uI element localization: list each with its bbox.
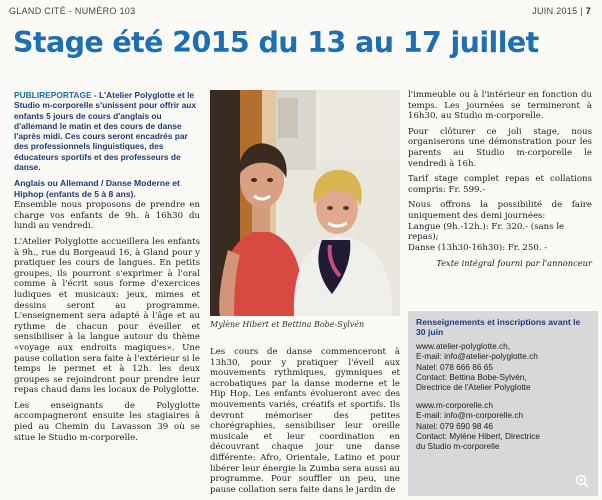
- contact-line: Directrice de l'Atelier Polyglotte: [416, 382, 531, 393]
- price-line: Langue (9h.-12h.): Fr. 320.- (sans le repas);: [408, 221, 565, 243]
- contact-line[interactable]: www.atelier-polyglotte.ch,: [416, 340, 511, 351]
- photo-two-women: [210, 90, 400, 316]
- paragraph: Tarif stage complet repas et collations compris: Fr. 599.-: [408, 174, 592, 195]
- paragraph: Ensemble nous proposons de prendre en charge vos enfants de 9h. à 16h30 du lundi au vendredi.: [14, 200, 200, 232]
- intro-text: - L'Atelier Polyglotte et le Studio m-corporelle s'unissent pour offrir aux enfants 5 jours de cours d'anglais ou d'allemand le matin et des cours de danse l'après midi. Ces cours seront encadrés par des professionnels linguistiques, des éducateurs sportifs et des professeurs de danse.: [14, 90, 197, 173]
- article-photo: [210, 90, 400, 316]
- section-subheading: Anglais ou Allemand / Danse Moderne et Hiphop (enfants de 5 à 8 ans).: [14, 178, 180, 199]
- paragraph: Pour clôturer ce joli stage, nous organiserons une démonstration pour les parents au Studio m-corporelle le vendredi à 16h.: [408, 126, 592, 169]
- column-2: [210, 347, 400, 500]
- column-3: [408, 90, 592, 274]
- paragraph: L'Atelier Polyglotte accueillera les enfants à 9h., rue du Borgeaud 16, à Gland pour y pratiquer les cours de langues. En petits groupes, ils pourront s'exprimer à l'oral comme à l'écrit sous forme d'exercices ludiques et musicaux: jeux, mimes et dessins seront au programme. L'enseignement sera adapté à l'âge et au rythme de chacun pour éveiller et sensibiliser à la langue autour du thème «voyage aux endroits magiques». Une pause collation sera faite à l'extérieur si le temps le permet et à 12h. les deux groupes se rejoindront pour prendre leur repas chaud dans les locaux de Polyglotte.: [14, 236, 200, 396]
- paragraph: Les cours de danse commenceront à 13h30, pour y pratiquer l'éveil aux mouvements rythmiques, gymniques et acrobatiques par la danse moderne et le Hip Hop. Les enfants évolueront avec des mouvements variés, créatifs et sportifs. Ils devront mémoriser des petites chorégraphies, sensibiliser leur oreille musicale et leur coordination en découvrant chaque jour une danse différente: Afro, Orientale, Latino et pour libérer leur énergie la Zumba sera aussi au programme. Pour souffler un peu, une pause collation sera faite dans le jardin de: [210, 347, 400, 495]
- contact-line: du Studio m-corporelle: [416, 441, 500, 452]
- publireportage-tag: PUBLIREPORTAGE: [14, 90, 92, 100]
- header-publication: GLAND CITÉ - NUMÉRO 103: [9, 6, 136, 16]
- advertiser-note: Texte intégral fourni par l'annonceur: [436, 258, 592, 269]
- photo-caption: Mylène Hibert et Bettina Bobe-Sylvén: [210, 320, 365, 329]
- header-date-page: JUIN 2015 | 7: [532, 6, 591, 16]
- contact-line[interactable]: E-mail: info@m-corporelle.ch: [416, 410, 524, 421]
- page-number: 7: [585, 6, 591, 16]
- info-box: [408, 311, 598, 496]
- paragraph: Les enseignants de Polyglotte accompagneront ensuite les stagiaires à pied au Chemin du Lavasson 39 où se situe le Studio m-corporelle.: [14, 400, 200, 443]
- paragraph: Nous offrons la possibilité de faire uniquement des demi journées:: [408, 200, 592, 221]
- info-heading: Renseignements et inscriptions avant le 30 juin: [416, 317, 581, 338]
- zoom-icon[interactable]: [575, 474, 589, 488]
- header-date: JUIN 2015: [532, 6, 578, 16]
- contact-line[interactable]: E-mail: info@atelier-polyglotte.ch: [416, 351, 538, 362]
- contact-line: Contact: Bettina Bobe-Sylvén,: [416, 372, 527, 383]
- price-line: Danse (13h30-16h30): Fr. 250. -: [408, 242, 548, 253]
- article-title: Stage été 2015 du 13 au 17 juillet: [13, 26, 539, 59]
- contact-line: Natel: 079 690 98 46: [416, 420, 494, 431]
- contact-line[interactable]: www.m-corporelle.ch: [416, 399, 493, 410]
- column-1: [14, 90, 200, 448]
- intro-paragraph: [14, 90, 200, 172]
- contact-line: Contact: Mylène Hibert, Directrice: [416, 431, 541, 442]
- contact-line: Natel: 078 666 86 65: [416, 361, 494, 372]
- paragraph: l'immeuble ou à l'intérieur en fonction du temps. Les journées se termineront à 16h30, au Studio m-corporelle.: [408, 90, 592, 122]
